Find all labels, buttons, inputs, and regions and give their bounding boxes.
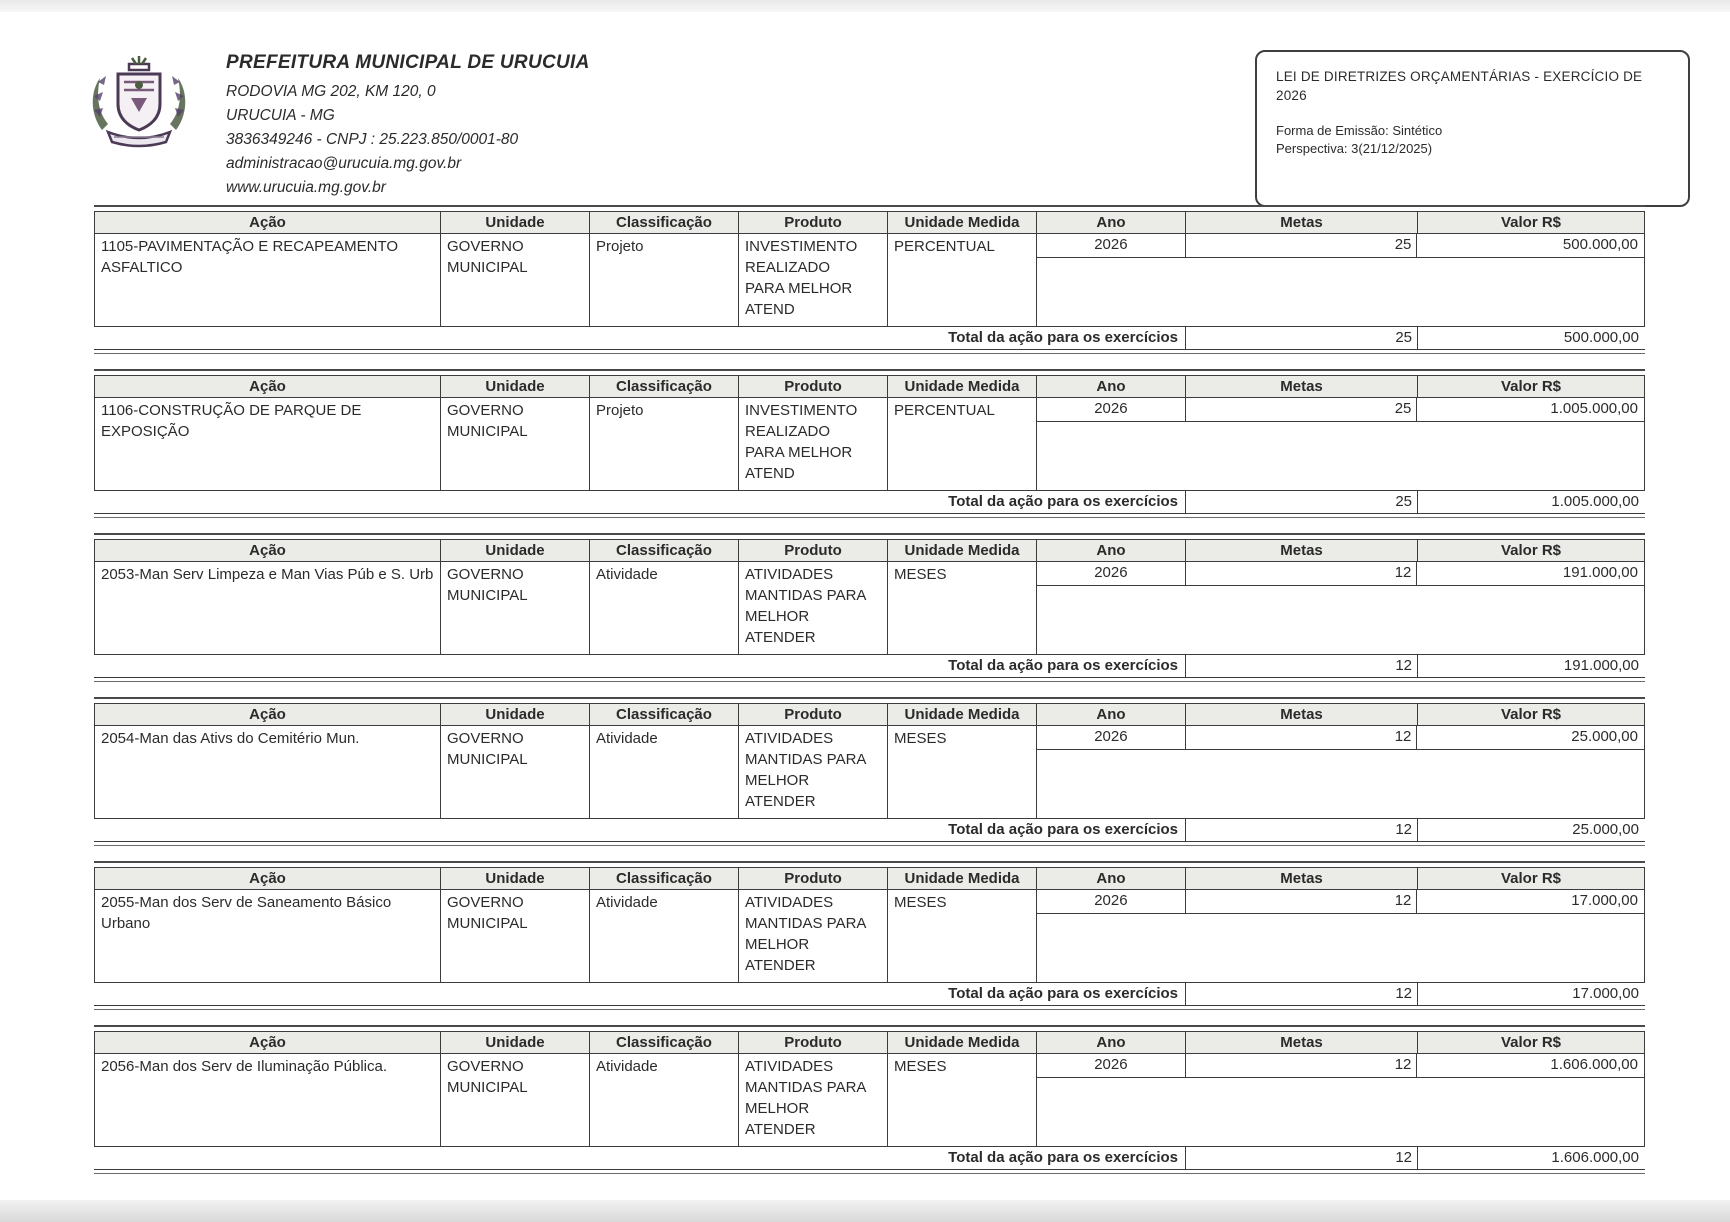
section-bottom-rule <box>94 845 1645 846</box>
action-data-row <box>94 234 1645 326</box>
total-valor-value: 25.000,00 <box>1572 821 1639 838</box>
produto-line: MANTIDAS PARA <box>745 751 867 768</box>
ano-value: 2026 <box>1037 562 1186 585</box>
produto-line: MANTIDAS PARA <box>745 587 867 604</box>
valor-value: 191.000,00 <box>1562 564 1638 581</box>
produto-line: MANTIDAS PARA <box>745 915 867 932</box>
produto-line: MELHOR <box>745 1100 810 1117</box>
section-top-rule <box>94 533 1645 535</box>
acao-cell: 2053-Man Serv Limpeza e Man Vias Púb e S. Urb <box>94 562 441 654</box>
total-metas-value: 12 <box>1186 983 1418 1005</box>
produto-line: ATIVIDADES <box>745 730 834 747</box>
header-ano: Ano <box>1037 540 1186 561</box>
section-bottom-rule <box>94 517 1645 518</box>
produto-line: PARA MELHOR <box>745 444 853 461</box>
acao-cell: 2055-Man dos Serv de Saneamento Básico Urbano <box>94 890 441 982</box>
metas-value: 12 <box>1186 890 1418 913</box>
header-valor: Valor R$ <box>1418 704 1645 725</box>
header-unidade-medida: Unidade Medida <box>888 868 1037 889</box>
acao-cell: 2054-Man das Ativs do Cemitério Mun. <box>94 726 441 818</box>
unidade-medida-cell: MESES <box>888 890 1037 982</box>
header-classificacao: Classificação <box>590 212 739 233</box>
total-label: Total da ação para os exercícios <box>94 819 1186 841</box>
unidade-medida-cell: MESES <box>888 726 1037 818</box>
report-title: LEI DE DIRETRIZES ORÇAMENTÁRIAS - EXERCÍCIO DE 2026 <box>1276 69 1643 103</box>
section-top-rule <box>94 697 1645 699</box>
section-top-rule <box>94 205 1645 207</box>
header-produto: Produto <box>739 704 888 725</box>
total-label: Total da ação para os exercícios <box>94 491 1186 513</box>
email-line: administracao@urucuia.mg.gov.br <box>226 155 462 172</box>
section-top-rule <box>94 861 1645 863</box>
produto-line: MELHOR <box>745 772 810 789</box>
action-section <box>94 1025 1645 1174</box>
address-line: RODOVIA MG 202, KM 120, 0 <box>226 83 436 100</box>
action-total-row <box>94 654 1645 678</box>
header-produto: Produto <box>739 868 888 889</box>
header-unidade: Unidade <box>441 376 590 397</box>
unidade-line: GOVERNO <box>447 566 524 583</box>
table-header-row <box>94 1031 1645 1054</box>
classificacao-cell: Atividade <box>590 726 739 818</box>
produto-cell <box>739 726 888 818</box>
classificacao-cell: Projeto <box>590 234 739 326</box>
produto-line: REALIZADO <box>745 423 831 440</box>
unidade-line: MUNICIPAL <box>447 587 528 604</box>
header-unidade: Unidade <box>441 868 590 889</box>
unidade-cell <box>441 562 590 654</box>
header-unidade: Unidade <box>441 540 590 561</box>
header-metas: Metas <box>1186 212 1418 233</box>
letterhead-text <box>226 52 590 203</box>
action-sections-list <box>94 205 1645 1189</box>
header-produto: Produto <box>739 1032 888 1053</box>
header-acao: Ação <box>94 1032 441 1053</box>
header-unidade-medida: Unidade Medida <box>888 376 1037 397</box>
ano-value: 2026 <box>1037 398 1186 421</box>
total-valor-value: 1.005.000,00 <box>1551 493 1639 510</box>
produto-line: ATENDER <box>745 629 816 646</box>
produto-line: MELHOR <box>745 608 810 625</box>
year-values-cell <box>1037 726 1645 818</box>
header-metas: Metas <box>1186 540 1418 561</box>
total-valor-value: 500.000,00 <box>1563 329 1639 346</box>
header-ano: Ano <box>1037 704 1186 725</box>
total-valor-value: 17.000,00 <box>1572 985 1639 1002</box>
total-valor-value: 1.606.000,00 <box>1551 1149 1639 1166</box>
header-produto: Produto <box>739 212 888 233</box>
produto-line: MELHOR <box>745 936 810 953</box>
year-values-cell <box>1037 234 1645 326</box>
acao-cell: 2056-Man dos Serv de Iluminação Pública. <box>94 1054 441 1146</box>
unidade-line: GOVERNO <box>447 402 524 419</box>
scan-edge-bottom <box>0 1200 1730 1222</box>
header-valor: Valor R$ <box>1418 868 1645 889</box>
produto-line: ATENDER <box>745 957 816 974</box>
metas-value: 25 <box>1186 234 1418 257</box>
header-classificacao: Classificação <box>590 540 739 561</box>
unidade-line: MUNICIPAL <box>447 259 528 276</box>
metas-value: 12 <box>1186 1054 1418 1077</box>
header-classificacao: Classificação <box>590 376 739 397</box>
header-metas: Metas <box>1186 868 1418 889</box>
header-unidade: Unidade <box>441 704 590 725</box>
produto-line: INVESTIMENTO <box>745 402 858 419</box>
header-valor: Valor R$ <box>1418 1032 1645 1053</box>
unidade-cell <box>441 726 590 818</box>
action-section <box>94 533 1645 682</box>
action-total-row <box>94 326 1645 350</box>
year-values-row <box>1037 562 1644 586</box>
year-values-row <box>1037 1054 1644 1078</box>
year-values-cell <box>1037 398 1645 490</box>
total-metas-value: 12 <box>1186 655 1418 677</box>
produto-line: REALIZADO <box>745 259 831 276</box>
metas-value: 25 <box>1186 398 1418 421</box>
produto-cell <box>739 890 888 982</box>
action-total-row <box>94 818 1645 842</box>
header-ano: Ano <box>1037 376 1186 397</box>
header-produto: Produto <box>739 540 888 561</box>
header-classificacao: Classificação <box>590 704 739 725</box>
action-data-row <box>94 1054 1645 1146</box>
section-top-rule <box>94 369 1645 371</box>
unidade-cell <box>441 398 590 490</box>
valor-value: 500.000,00 <box>1562 236 1638 253</box>
header-metas: Metas <box>1186 376 1418 397</box>
year-values-row <box>1037 234 1644 258</box>
municipal-coat-of-arms-logo <box>84 52 194 152</box>
year-values-row <box>1037 890 1644 914</box>
header-produto: Produto <box>739 376 888 397</box>
action-section <box>94 697 1645 846</box>
total-label: Total da ação para os exercícios <box>94 1147 1186 1169</box>
action-data-row <box>94 890 1645 982</box>
metas-value: 12 <box>1186 562 1418 585</box>
header-valor: Valor R$ <box>1418 540 1645 561</box>
unidade-line: MUNICIPAL <box>447 915 528 932</box>
produto-line: INVESTIMENTO <box>745 238 858 255</box>
header-acao: Ação <box>94 868 441 889</box>
report-perspective: Perspectiva: 3(21/12/2025) <box>1276 141 1433 156</box>
produto-line: ATIVIDADES <box>745 566 834 583</box>
classificacao-cell: Projeto <box>590 398 739 490</box>
unidade-line: GOVERNO <box>447 1058 524 1075</box>
produto-cell <box>739 398 888 490</box>
section-top-rule <box>94 1025 1645 1027</box>
header-classificacao: Classificação <box>590 1032 739 1053</box>
unidade-line: MUNICIPAL <box>447 1079 528 1096</box>
header-ano: Ano <box>1037 212 1186 233</box>
ano-value: 2026 <box>1037 1054 1186 1077</box>
unidade-cell <box>441 234 590 326</box>
header-ano: Ano <box>1037 868 1186 889</box>
produto-line: ATENDER <box>745 1121 816 1138</box>
total-label: Total da ação para os exercícios <box>94 327 1186 349</box>
unidade-line: GOVERNO <box>447 730 524 747</box>
valor-value: 25.000,00 <box>1571 728 1638 745</box>
valor-value: 1.606.000,00 <box>1550 1056 1638 1073</box>
municipality-name: PREFEITURA MUNICIPAL DE URUCUIA <box>226 52 590 73</box>
produto-line: ATIVIDADES <box>745 1058 834 1075</box>
action-section <box>94 205 1645 354</box>
section-bottom-rule <box>94 1173 1645 1174</box>
header-unidade-medida: Unidade Medida <box>888 1032 1037 1053</box>
unidade-line: GOVERNO <box>447 894 524 911</box>
total-metas-value: 12 <box>1186 819 1418 841</box>
section-bottom-rule <box>94 1009 1645 1010</box>
header-acao: Ação <box>94 212 441 233</box>
valor-value: 17.000,00 <box>1571 892 1638 909</box>
valor-value: 1.005.000,00 <box>1550 400 1638 417</box>
produto-cell <box>739 1054 888 1146</box>
produto-line: ATEND <box>745 465 795 482</box>
action-data-row <box>94 726 1645 818</box>
report-info-box <box>1255 50 1690 207</box>
table-header-row <box>94 703 1645 726</box>
unidade-medida-cell: MESES <box>888 562 1037 654</box>
unidade-line: GOVERNO <box>447 238 524 255</box>
acao-cell: 1105-PAVIMENTAÇÃO E RECAPEAMENTO ASFALTICO <box>94 234 441 326</box>
year-values-row <box>1037 726 1644 750</box>
unidade-cell <box>441 1054 590 1146</box>
produto-cell <box>739 234 888 326</box>
table-header-row <box>94 539 1645 562</box>
phone-cnpj-line: 3836349246 - CNPJ : 25.223.850/0001-80 <box>226 131 519 148</box>
header-unidade-medida: Unidade Medida <box>888 212 1037 233</box>
total-label: Total da ação para os exercícios <box>94 983 1186 1005</box>
year-values-cell <box>1037 890 1645 982</box>
table-header-row <box>94 211 1645 234</box>
total-metas-value: 12 <box>1186 1147 1418 1169</box>
header-ano: Ano <box>1037 1032 1186 1053</box>
header-unidade-medida: Unidade Medida <box>888 704 1037 725</box>
action-total-row <box>94 982 1645 1006</box>
header-valor: Valor R$ <box>1418 212 1645 233</box>
action-section <box>94 369 1645 518</box>
unidade-medida-cell: MESES <box>888 1054 1037 1146</box>
header-unidade: Unidade <box>441 1032 590 1053</box>
table-header-row <box>94 867 1645 890</box>
total-valor-value: 191.000,00 <box>1563 657 1639 674</box>
unidade-cell <box>441 890 590 982</box>
metas-value: 12 <box>1186 726 1418 749</box>
classificacao-cell: Atividade <box>590 1054 739 1146</box>
header-metas: Metas <box>1186 704 1418 725</box>
action-data-row <box>94 398 1645 490</box>
year-values-cell <box>1037 1054 1645 1146</box>
action-section <box>94 861 1645 1010</box>
header-unidade: Unidade <box>441 212 590 233</box>
letterhead <box>0 0 1730 207</box>
ano-value: 2026 <box>1037 726 1186 749</box>
year-values-cell <box>1037 562 1645 654</box>
header-acao: Ação <box>94 704 441 725</box>
produto-line: ATEND <box>745 301 795 318</box>
header-classificacao: Classificação <box>590 868 739 889</box>
website-line: www.urucuia.mg.gov.br <box>226 179 386 196</box>
header-valor: Valor R$ <box>1418 376 1645 397</box>
action-total-row <box>94 1146 1645 1170</box>
header-acao: Ação <box>94 540 441 561</box>
acao-cell: 1106-CONSTRUÇÃO DE PARQUE DE EXPOSIÇÃO <box>94 398 441 490</box>
section-bottom-rule <box>94 353 1645 354</box>
year-values-row <box>1037 398 1644 422</box>
header-metas: Metas <box>1186 1032 1418 1053</box>
produto-line: PARA MELHOR <box>745 280 853 297</box>
total-label: Total da ação para os exercícios <box>94 655 1186 677</box>
produto-line: MANTIDAS PARA <box>745 1079 867 1096</box>
city-line: URUCUIA - MG <box>226 107 335 124</box>
action-data-row <box>94 562 1645 654</box>
classificacao-cell: Atividade <box>590 890 739 982</box>
action-total-row <box>94 490 1645 514</box>
unidade-medida-cell: PERCENTUAL <box>888 234 1037 326</box>
produto-line: ATENDER <box>745 793 816 810</box>
report-emission-mode: Forma de Emissão: Sintético <box>1276 123 1443 138</box>
section-bottom-rule <box>94 681 1645 682</box>
total-metas-value: 25 <box>1186 327 1418 349</box>
ano-value: 2026 <box>1037 234 1186 257</box>
header-unidade-medida: Unidade Medida <box>888 540 1037 561</box>
unidade-line: MUNICIPAL <box>447 423 528 440</box>
unidade-medida-cell: PERCENTUAL <box>888 398 1037 490</box>
produto-line: ATIVIDADES <box>745 894 834 911</box>
table-header-row <box>94 375 1645 398</box>
produto-cell <box>739 562 888 654</box>
total-metas-value: 25 <box>1186 491 1418 513</box>
unidade-line: MUNICIPAL <box>447 751 528 768</box>
header-acao: Ação <box>94 376 441 397</box>
classificacao-cell: Atividade <box>590 562 739 654</box>
ano-value: 2026 <box>1037 890 1186 913</box>
